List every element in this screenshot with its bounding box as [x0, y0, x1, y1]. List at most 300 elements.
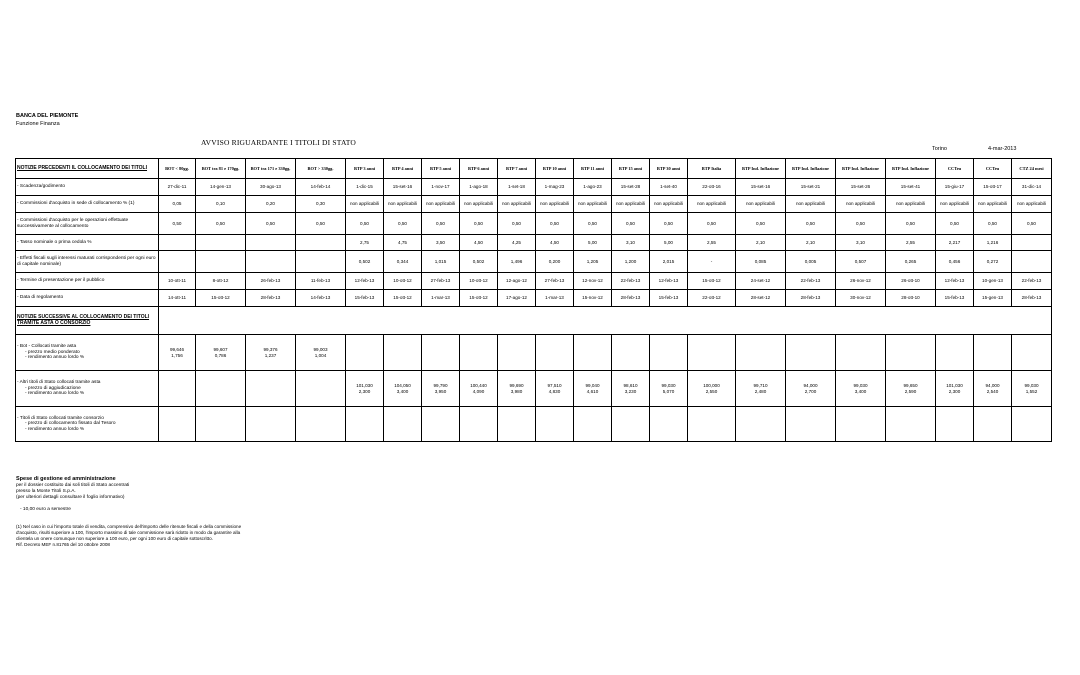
table-cell: 2,015: [650, 251, 688, 273]
bot-yield: 0,786: [214, 352, 227, 358]
table-cell: 15-set-16: [736, 179, 786, 196]
table-cell: 22-feb-13: [1012, 273, 1052, 290]
table-cell: 4,75: [384, 235, 422, 251]
table-cell: non applicabili: [974, 196, 1012, 213]
table-cell: 31-dic-14: [1012, 179, 1052, 196]
altri-yield: 2,540: [986, 388, 999, 394]
table-cell: 12-nov-12: [574, 273, 612, 290]
table-cell: non applicabili: [422, 196, 460, 213]
table-cell: [246, 251, 296, 273]
table-cell: [886, 335, 936, 371]
table-cell: [296, 335, 346, 371]
table-cell: 14-feb-14: [296, 179, 346, 196]
table-cell: 22-feb-13: [612, 273, 650, 290]
table-cell: 12-feb-13: [346, 273, 384, 290]
table-cell: 30-nov-12: [836, 290, 886, 307]
table-cell: 0,50: [886, 213, 936, 235]
fees-amount: - 10,00 euro a semestre: [20, 506, 71, 512]
footnote-line: clientela un onere comunque non superiore a 100 euro, per ogni 100 euro di capitale sottoscritto.: [16, 535, 213, 541]
fees-section: [16, 476, 316, 513]
table-row: [16, 307, 1052, 335]
table-cell: [159, 335, 196, 371]
table-cell: 12-feb-13: [936, 273, 974, 290]
table-cell: [1012, 235, 1052, 251]
altri-price: 99,040: [585, 383, 600, 389]
column-header: CCTeu: [974, 159, 1012, 179]
table-cell: [159, 235, 196, 251]
table-cell: 3,10: [836, 235, 886, 251]
table-cell: non applicabili: [612, 196, 650, 213]
table-cell: 27-feb-13: [536, 273, 574, 290]
altri-yield: 5,070: [662, 388, 675, 394]
page-title: AVVISO RIGUARDANTE I TITOLI DI STATO: [201, 138, 356, 147]
table-cell: 1-mar-13: [536, 290, 574, 307]
table-cell: [836, 335, 886, 371]
altri-yield: 2,550: [705, 388, 718, 394]
footnote-line: d'acquisto, risulti superiore a 100, l'importo massimo di tale commissione sarà ridotto in modo da garantire alla: [16, 529, 241, 535]
table-cell: 15-set-21: [786, 179, 836, 196]
table-cell: 15-ott-12: [196, 290, 246, 307]
table-cell: 2,55: [688, 235, 736, 251]
table-row: [16, 335, 1052, 371]
altri-yield: 4,090: [472, 388, 485, 394]
column-header: BTP 15 anni: [612, 159, 650, 179]
table-cell: 1-mar-13: [422, 290, 460, 307]
altri-yield: 2,700: [804, 388, 817, 394]
table-cell: [498, 371, 536, 407]
table-cell: non applicabili: [536, 196, 574, 213]
table-cell: [574, 371, 612, 407]
table-cell: 10-ott-12: [384, 273, 422, 290]
table-cell: [736, 335, 786, 371]
bot-yield: 1,004: [314, 352, 327, 358]
table-cell: [159, 407, 196, 442]
table-row: [16, 179, 1052, 196]
table-cell: 0,50: [836, 213, 886, 235]
date-label: 4-mar-2013: [988, 146, 1017, 152]
table-cell: 0,50: [196, 213, 246, 235]
row-label: - Scadenza/godimento: [16, 179, 159, 196]
altri-price: 101,030: [946, 383, 963, 389]
table-cell: 0,50: [688, 213, 736, 235]
table-cell: 8-ott-12: [196, 273, 246, 290]
column-header: BTP 5 anni: [422, 159, 460, 179]
altri-price: 99,030: [853, 383, 868, 389]
table-cell: [536, 407, 574, 442]
section-heading-successive: NOTIZIE SUCCESSIVE AL COLLOCAMENTO DEI TITOLI TRAMITE ASTA O CONSORZIO: [16, 307, 159, 335]
table-cell: [974, 335, 1012, 371]
table-cell: 28-set-12: [736, 290, 786, 307]
table-row: [16, 213, 1052, 235]
table-cell: 0,50: [296, 213, 346, 235]
bond-table: [15, 158, 1052, 442]
table-cell: 30-ago-13: [246, 179, 296, 196]
table-cell: [688, 335, 736, 371]
table-cell: non applicabili: [1012, 196, 1052, 213]
bot-label-line: - rendimento annuo lordo %: [25, 355, 85, 361]
column-header: BTP 30 anni: [650, 159, 688, 179]
altri-yield: 4,610: [586, 388, 599, 394]
column-header: BTP Italia: [688, 159, 736, 179]
altri-yield: 3,400: [854, 388, 867, 394]
table-cell: non applicabili: [886, 196, 936, 213]
table-cell: 4,50: [536, 235, 574, 251]
table-cell: [688, 371, 736, 407]
table-cell: 2,217: [936, 235, 974, 251]
table-cell: [296, 251, 346, 273]
table-cell: 15-set-41: [886, 179, 936, 196]
table-row: [16, 290, 1052, 307]
column-header: BTP Ind. Inflazione: [736, 159, 786, 179]
table-cell: [460, 371, 498, 407]
table-cell: [612, 335, 650, 371]
column-header: BTP Ind. Inflazione: [786, 159, 836, 179]
table-cell: [886, 371, 936, 407]
table-cell: [196, 235, 246, 251]
table-cell: 28-feb-13: [246, 290, 296, 307]
row-label: - Data di regolamento: [16, 290, 159, 307]
altri-price: 99,030: [661, 383, 676, 389]
table-cell: [460, 407, 498, 442]
table-cell: [688, 407, 736, 442]
table-cell: [836, 371, 886, 407]
table-cell: non applicabili: [384, 196, 422, 213]
section-heading-precedenti: NOTIZIE PRECEDENTI IL COLLOCAMENTO DEI TITOLI: [16, 159, 159, 179]
table-cell: [612, 371, 650, 407]
table-cell: [422, 335, 460, 371]
table-cell: 1,205: [574, 251, 612, 273]
altri-price: 99,790: [433, 383, 448, 389]
table-cell: non applicabili: [688, 196, 736, 213]
table-cell: 14-gen-13: [196, 179, 246, 196]
place-label: Torino: [932, 146, 947, 152]
table-cell: non applicabili: [786, 196, 836, 213]
table-cell: [159, 251, 196, 273]
table-cell: [786, 335, 836, 371]
altri-label-line: - rendimento annuo lordo %: [25, 391, 85, 397]
table-cell: 2,55: [886, 235, 936, 251]
table-cell: [196, 371, 246, 407]
table-cell: [422, 407, 460, 442]
altri-yield: 4,830: [548, 388, 561, 394]
bank-name: BANCA DEL PIEMONTE: [16, 113, 79, 119]
table-cell: 24-set-12: [736, 273, 786, 290]
table-cell: non applicabili: [650, 196, 688, 213]
table-cell: [936, 371, 974, 407]
table-cell: 4,25: [498, 235, 536, 251]
table-cell: [346, 371, 384, 407]
table-cell: 1-ago-23: [574, 179, 612, 196]
column-header: BTP 10 anni: [536, 159, 574, 179]
table-cell: 15-ott-12: [688, 273, 736, 290]
section-spacer: [159, 307, 1052, 335]
altri-price: 100,000: [703, 383, 720, 389]
altri-price: 99,690: [509, 383, 524, 389]
row-label: - Termine di presentazione per il pubblico: [16, 273, 159, 290]
column-header: BTP 3 anni: [346, 159, 384, 179]
altri-price: 97,510: [547, 383, 562, 389]
table-cell: 15-gen-13: [974, 290, 1012, 307]
table-cell: 15-ott-12: [384, 290, 422, 307]
table-cell: 1,496: [498, 251, 536, 273]
table-cell: [346, 335, 384, 371]
altri-price: 94,000: [803, 383, 818, 389]
table-cell: [786, 407, 836, 442]
altri-yield: 2,300: [948, 388, 961, 394]
table-cell: [246, 235, 296, 251]
table-cell: 0,272: [974, 251, 1012, 273]
table-cell: 0,50: [650, 213, 688, 235]
table-cell: 4,50: [460, 235, 498, 251]
table-cell: 3,10: [612, 235, 650, 251]
table-cell: 22-feb-13: [786, 273, 836, 290]
table-cell: [650, 371, 688, 407]
table-cell: [346, 407, 384, 442]
fees-line: presso la Monte Titoli S.p.A.: [16, 488, 76, 494]
table-cell: [159, 371, 196, 407]
table-row: [16, 235, 1052, 251]
table-cell: 0,20: [246, 196, 296, 213]
table-cell: non applicabili: [936, 196, 974, 213]
table-cell: 0,50: [574, 213, 612, 235]
table-cell: [196, 335, 246, 371]
table-cell: non applicabili: [498, 196, 536, 213]
column-header: BOT tra 171 e 330gg.: [246, 159, 296, 179]
table-cell: 5,00: [650, 235, 688, 251]
table-cell: [246, 407, 296, 442]
table-cell: [1012, 335, 1052, 371]
table-cell: 28-feb-13: [786, 290, 836, 307]
table-cell: 1-ago-18: [460, 179, 498, 196]
bot-label: [16, 335, 159, 371]
table-cell: 0,50: [159, 213, 196, 235]
table-cell: 11-feb-13: [296, 273, 346, 290]
table-cell: [536, 335, 574, 371]
table-cell: 1-mag-23: [536, 179, 574, 196]
table-cell: 1,216: [974, 235, 1012, 251]
table-cell: 0,502: [346, 251, 384, 273]
table-cell: 1,015: [422, 251, 460, 273]
table-cell: 0,200: [536, 251, 574, 273]
table-cell: [422, 371, 460, 407]
table-cell: 0,50: [246, 213, 296, 235]
bot-price: 99,607: [213, 347, 228, 353]
table-cell: 27-feb-13: [422, 273, 460, 290]
column-header: BTP Ind. Inflazione: [886, 159, 936, 179]
table-cell: 0,50: [460, 213, 498, 235]
table-cell: [974, 371, 1012, 407]
table-cell: non applicabili: [574, 196, 612, 213]
table-cell: [296, 235, 346, 251]
altri-price: 100,440: [470, 383, 487, 389]
table-cell: 14-feb-13: [296, 290, 346, 307]
table-row: [16, 273, 1052, 290]
column-header: CTZ 24 mesi: [1012, 159, 1052, 179]
bot-label-line: - prezzo medio ponderato: [25, 349, 80, 355]
table-cell: 0,10: [196, 196, 246, 213]
table-cell: 2,10: [736, 235, 786, 251]
altri-yield: 3,230: [624, 388, 637, 394]
table-cell: non applicabili: [346, 196, 384, 213]
column-header: CCTeu: [936, 159, 974, 179]
table-cell: [936, 407, 974, 442]
table-cell: 0,50: [536, 213, 574, 235]
row-label: - Commissioni d'acquisto per le operazioni effettuate successivamente al collocamento: [16, 213, 159, 235]
table-cell: 28-feb-13: [1012, 290, 1052, 307]
table-cell: 0,005: [786, 251, 836, 273]
footnotes: [16, 524, 316, 548]
fees-line: per il dossier costituito dai soli titoli di Stato accentrati: [16, 482, 130, 488]
table-cell: [786, 371, 836, 407]
fees-line: (per ulteriori dettagli consultare il foglio informativo): [16, 494, 125, 500]
column-header: BOT > 330gg.: [296, 159, 346, 179]
bot-yield: 1,756: [171, 352, 183, 358]
table-cell: [886, 407, 936, 442]
table-cell: 15-feb-13: [650, 290, 688, 307]
table-cell: 0,50: [612, 213, 650, 235]
table-cell: 17-ago-12: [498, 290, 536, 307]
table-cell: 10-ott-12: [460, 273, 498, 290]
table-cell: [296, 371, 346, 407]
bot-price: 99,376: [263, 347, 278, 353]
altri-yield: 3,950: [434, 388, 447, 394]
table-cell: [974, 407, 1012, 442]
altri-price: 101,030: [356, 383, 373, 389]
altri-yield: 3,980: [510, 388, 523, 394]
table-cell: 0,50: [498, 213, 536, 235]
altri-yield: 3,400: [396, 388, 409, 394]
footnote-line: (1) Nel caso in cui l'importo totale di vendita, comprensivo dell'importo delle ritenute fiscali e della commissione: [16, 524, 242, 529]
table-cell: 15-set-16: [384, 179, 422, 196]
altri-yield: 1,552: [1025, 388, 1038, 394]
table-cell: 1-dic-15: [346, 179, 384, 196]
table-cell: 22-ott-12: [688, 290, 736, 307]
table-cell: 15-set-28: [612, 179, 650, 196]
row-label: - Commissioni d'acquisto in sede di collocamento % (1): [16, 196, 159, 213]
table-cell: 1-set-18: [498, 179, 536, 196]
table-cell: 5,00: [574, 235, 612, 251]
footnote-line: Rif. Decreto MEF n.81765 del 10 ottobre 2008: [16, 541, 110, 547]
altri-price: 98,610: [623, 383, 638, 389]
column-header: BTP 4 anni: [384, 159, 422, 179]
bot-price: 99,003: [313, 347, 328, 353]
table-cell: [536, 371, 574, 407]
altri-price: 99,710: [753, 383, 768, 389]
table-cell: [196, 251, 246, 273]
consorzio-label: [16, 407, 159, 442]
table-cell: 0,50: [1012, 213, 1052, 235]
table-cell: 15-ott-12: [460, 290, 498, 307]
table-cell: 1,200: [612, 251, 650, 273]
table-cell: 0,344: [384, 251, 422, 273]
table-cell: 15-nov-12: [574, 290, 612, 307]
altri-yield: 2,300: [358, 388, 371, 394]
table-cell: [574, 335, 612, 371]
bot-yield: 1,237: [264, 352, 277, 358]
table-cell: 2,10: [786, 235, 836, 251]
altri-label-line: - Altri titoli di Stato collocati tramite asta: [17, 380, 101, 386]
table-cell: 0,502: [460, 251, 498, 273]
column-header: BTP 7 anni: [498, 159, 536, 179]
table-cell: 0,50: [346, 213, 384, 235]
table-cell: [384, 335, 422, 371]
table-cell: [612, 407, 650, 442]
table-row: [16, 196, 1052, 213]
table-cell: [650, 335, 688, 371]
table-cell: non applicabili: [736, 196, 786, 213]
table-cell: [196, 407, 246, 442]
table-cell: 26-ott-10: [886, 273, 936, 290]
table-cell: [736, 407, 786, 442]
table-cell: [246, 371, 296, 407]
table-cell: 15-feb-13: [346, 290, 384, 307]
table-cell: [836, 407, 886, 442]
consorzio-label-line: - prezzo di collocamento fissato dal Tesoro: [25, 421, 116, 427]
altri-yield: 2,590: [904, 388, 917, 394]
altri-yield: 2,480: [754, 388, 767, 394]
table-cell: non applicabili: [460, 196, 498, 213]
table-cell: 12-feb-13: [650, 273, 688, 290]
table-cell: [384, 407, 422, 442]
table-cell: [574, 407, 612, 442]
table-cell: 0,50: [786, 213, 836, 235]
table-cell: [296, 407, 346, 442]
bot-label-line: - Bot - Collocati tramite asta: [17, 344, 77, 350]
altri-price: 99,650: [903, 383, 918, 389]
table-cell: [1012, 251, 1052, 273]
table-cell: 26-nov-12: [836, 273, 886, 290]
table-cell: 0,456: [936, 251, 974, 273]
table-cell: 10-gen-13: [974, 273, 1012, 290]
column-header: BOT tra 81 e 170gg.: [196, 159, 246, 179]
table-cell: [936, 335, 974, 371]
table-cell: 0,05: [159, 196, 196, 213]
table-cell: 0,507: [836, 251, 886, 273]
table-cell: 0,265: [886, 251, 936, 273]
table-cell: 22-ott-16: [688, 179, 736, 196]
bank-department: Funzione Finanza: [16, 121, 60, 127]
column-header: BOT < 80gg.: [159, 159, 196, 179]
table-cell: 1-nov-17: [422, 179, 460, 196]
table-cell: 1-set-40: [650, 179, 688, 196]
column-header: BTP Ind. Inflazione: [836, 159, 886, 179]
table-cell: 27-dic-11: [159, 179, 196, 196]
altri-label: [16, 371, 159, 407]
row-label: - Effetti fiscali sugli interessi maturati corrispondenti per ogni euro di capitale nominale): [16, 251, 159, 273]
table-cell: 0,50: [974, 213, 1012, 235]
fees-title: Spese di gestione ed amministrazione: [16, 476, 116, 482]
table-cell: [650, 407, 688, 442]
altri-price: 104,050: [394, 383, 411, 389]
table-cell: 0,085: [736, 251, 786, 273]
table-cell: 2,75: [346, 235, 384, 251]
table-cell: 0,50: [736, 213, 786, 235]
table-cell: [1012, 407, 1052, 442]
bot-price: 99,646: [169, 347, 185, 353]
table-cell: [498, 335, 536, 371]
table-cell: 0,50: [422, 213, 460, 235]
table-cell: [736, 371, 786, 407]
table-row: [16, 251, 1052, 273]
column-header: BTP 6 anni: [460, 159, 498, 179]
table-cell: 28-feb-13: [612, 290, 650, 307]
table-cell: [460, 335, 498, 371]
consorzio-label-line: - Titoli di Stato collocati tramite consorzio: [17, 415, 104, 421]
column-header: BTP 11 anni: [574, 159, 612, 179]
table-cell: [1012, 371, 1052, 407]
table-cell: 28-ott-10: [886, 290, 936, 307]
table-cell: 10-ott-11: [159, 273, 196, 290]
